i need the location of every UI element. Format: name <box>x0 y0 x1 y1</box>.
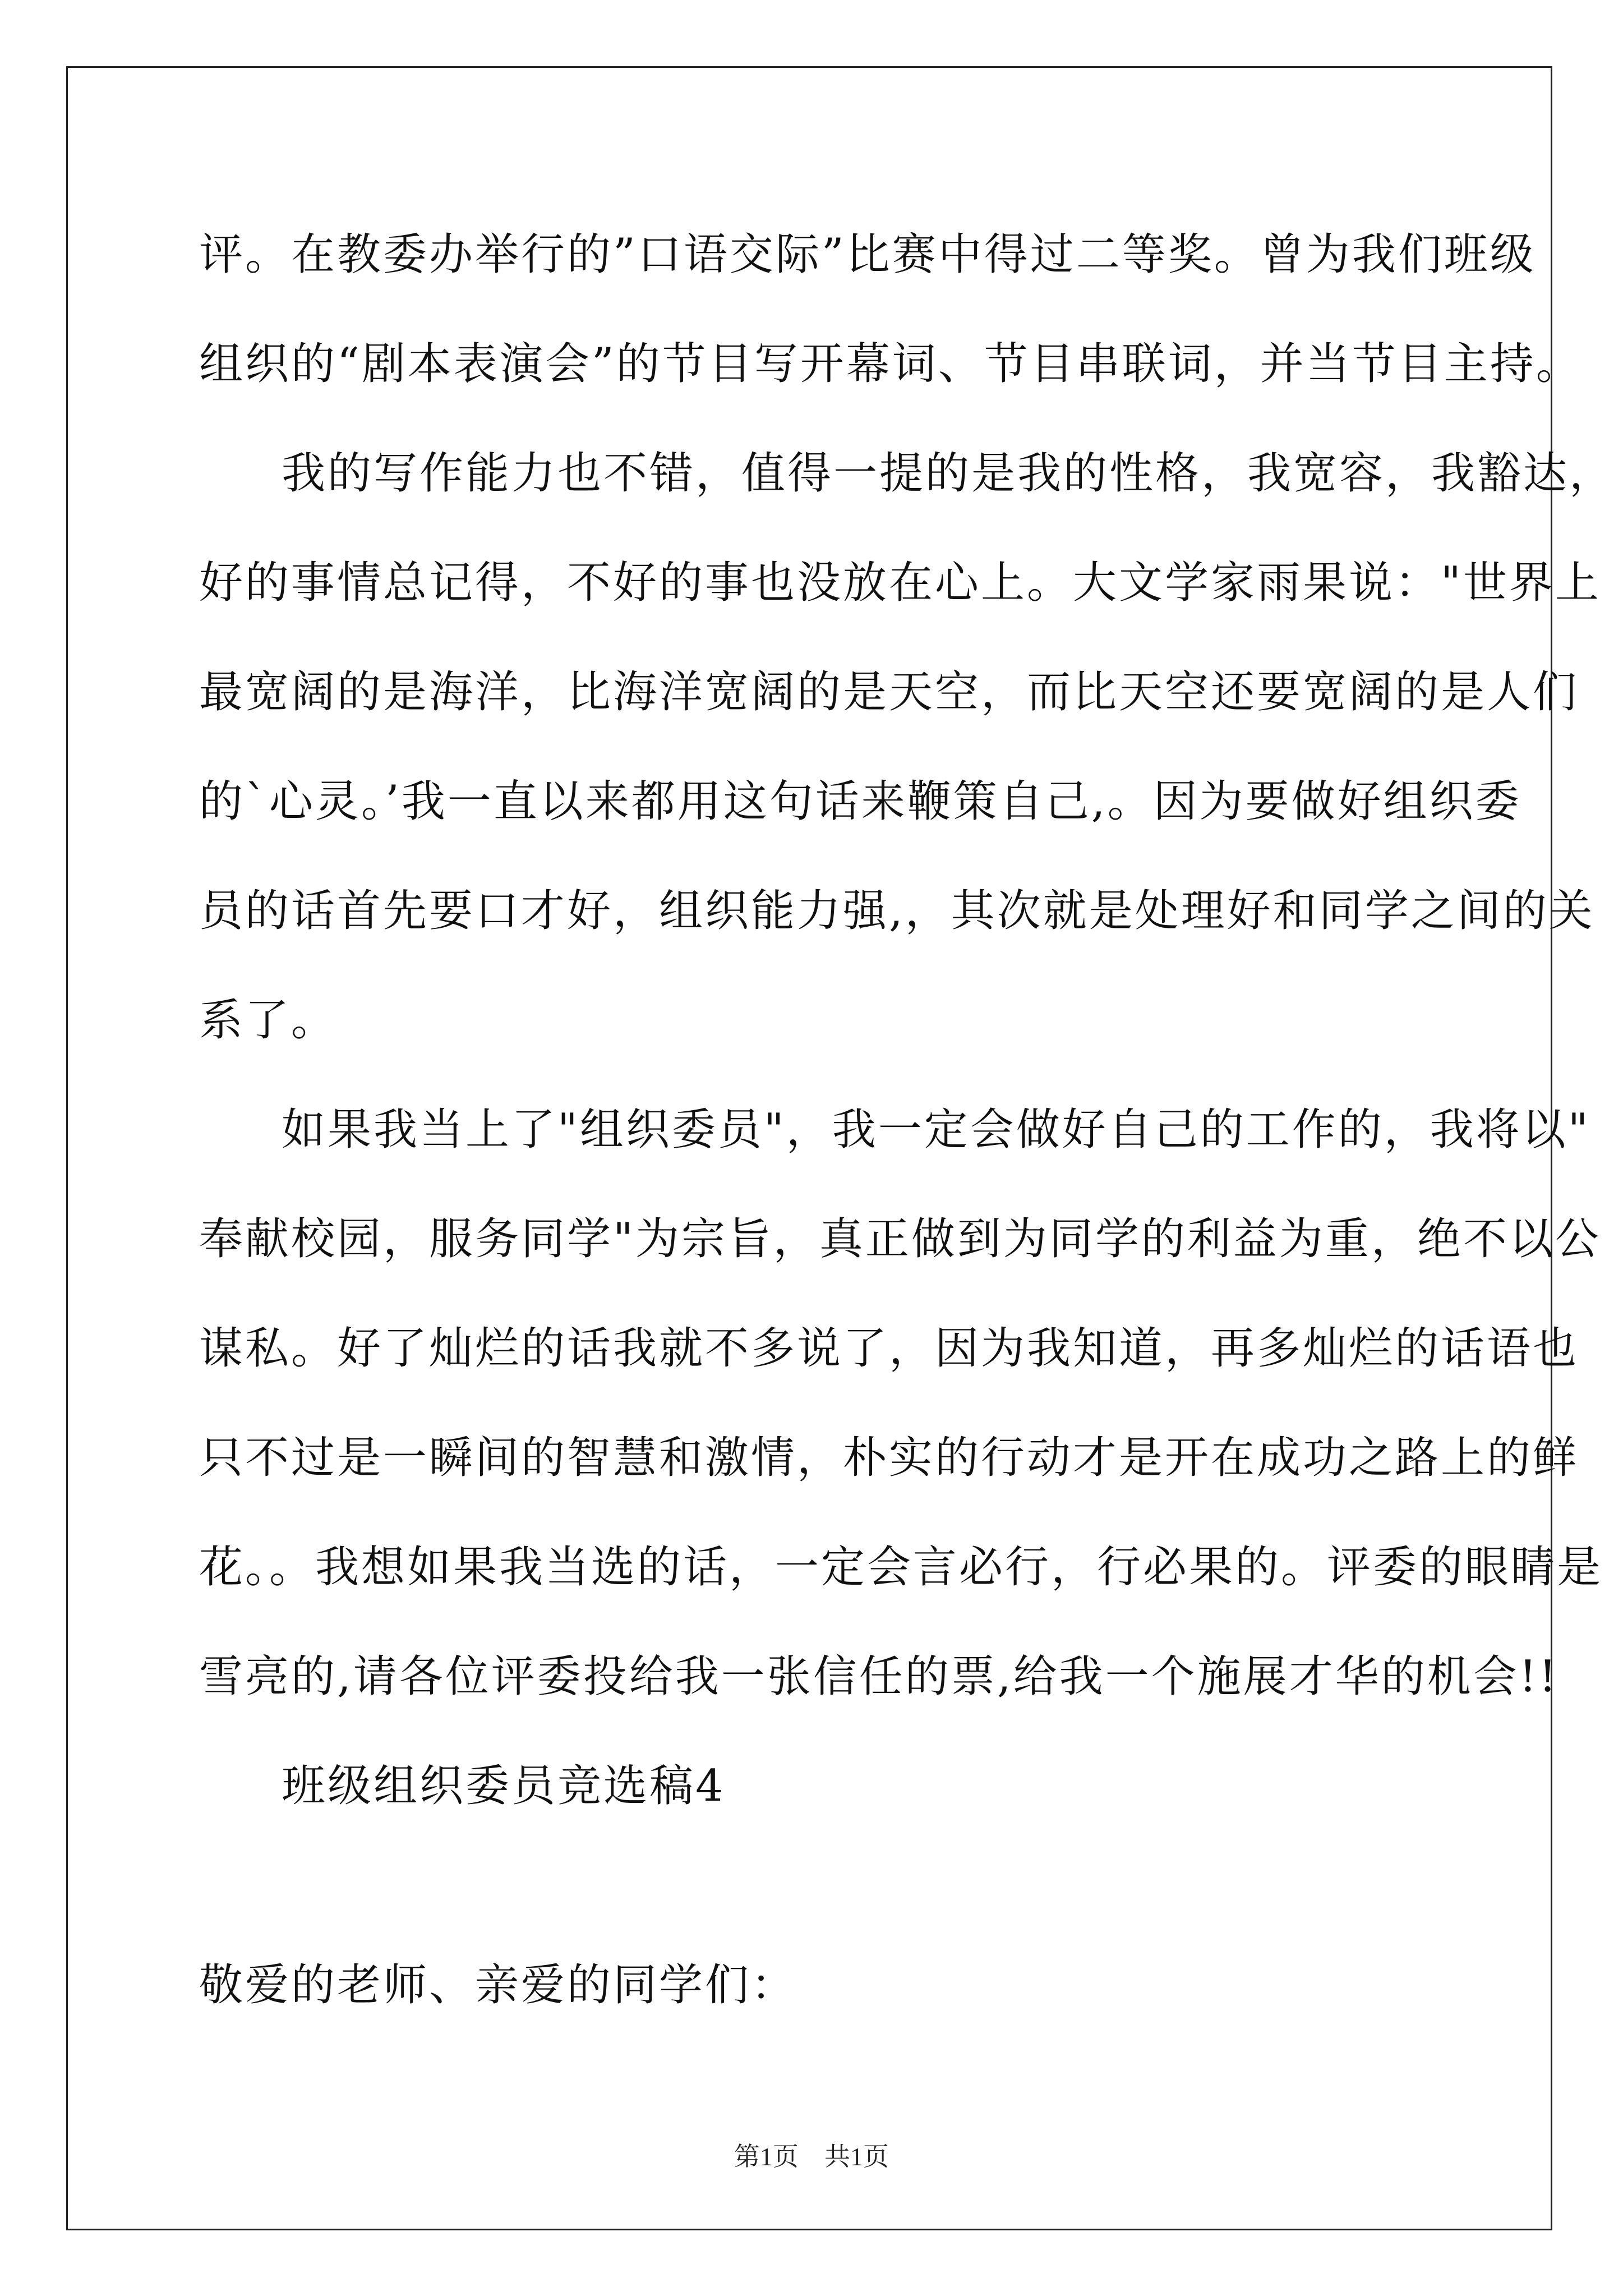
section-heading: 班级组织委员竞选稿4 <box>282 1761 726 1811</box>
text-line: 最宽阔的是海洋，比海洋宽阔的是天空，而比天空还要宽阔的是人们 <box>199 667 1579 717</box>
text-line: 好的事情总记得，不好的事也没放在心上。大文学家雨果说："世界上 <box>199 558 1601 608</box>
text-line: 雪亮的,请各位评委投给我一张信任的票,给我一个施展才华的机会!! <box>199 1651 1559 1702</box>
text-line: 谋私。好了灿烂的话我就不多说了，因为我知道，再多灿烂的话语也 <box>199 1323 1579 1374</box>
text-line: 系了。 <box>199 995 338 1046</box>
paragraph-start-line: 我的写作能力也不错，值得一提的是我的性格，我宽容，我豁达， <box>282 448 1616 499</box>
salutation: 敬爱的老师、亲爱的同学们： <box>199 1960 797 2010</box>
text-line: 组织的“剧本表演会”的节目写开幕词、节目串联词，并当节目主持。 <box>199 339 1582 389</box>
paragraph-start-line: 如果我当上了"组织委员"，我一定会做好自己的工作的，我将以" <box>282 1105 1590 1155</box>
text-line: 奉献校园，服务同学"为宗旨，真正做到为同学的利益为重，绝不以公 <box>199 1214 1601 1264</box>
text-line: 评。在教委办举行的”口语交际”比赛中得过二等奖。曾为我们班级 <box>199 229 1536 280</box>
text-line: 只不过是一瞬间的智慧和激情，朴实的行动才是开在成功之路上的鲜 <box>199 1433 1579 1483</box>
page-number-footer: 第1页 共1页 <box>734 2142 889 2171</box>
text-line: 员的话首先要口才好，组织能力强,，其次就是处理好和同学之间的关 <box>199 886 1595 936</box>
text-line: 的`心灵。’我一直以来都用这句话来鞭策自己,。因为要做好组织委 <box>199 776 1521 827</box>
text-line: 花。。我想如果我当选的话，一定会言必行，行必果的。评委的眼睛是 <box>199 1542 1603 1593</box>
